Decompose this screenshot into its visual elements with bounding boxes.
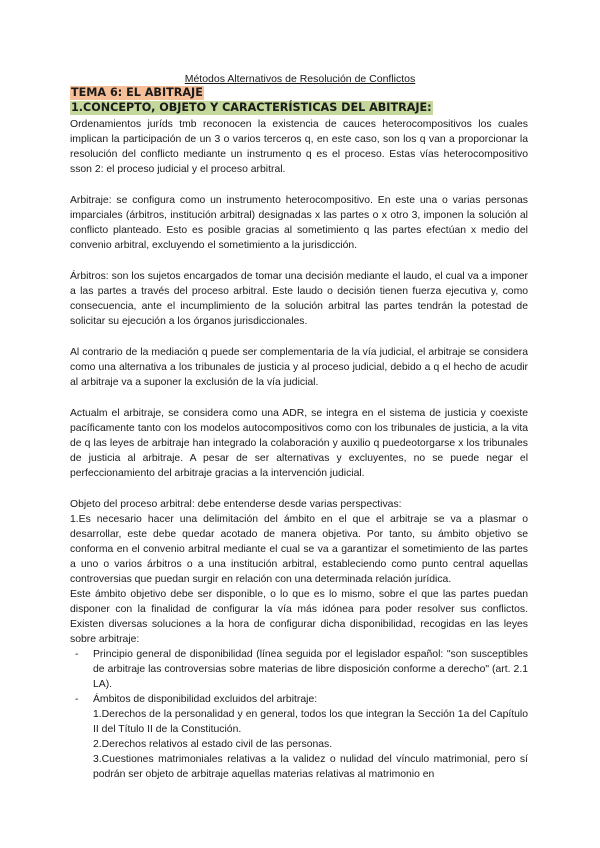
paragraph-objeto: Objeto del proceso arbitral: debe entenderse desde varias perspectivas: [70, 499, 402, 510]
topic-heading: TEMA 6: EL ABITRAJE [71, 86, 203, 99]
paragraph-arbitraje: Arbitraje: se configura como un instrumento heterocompositivo. En este una o varias personas imparciales (árbitros, institución arbitral) designadas x las partes o x otro 3, imponen la solución al conflicto planteado. Esto es posible gracias al sometimiento q las partes efectúan x medio del convenio arbitral, excluyendo el sometimiento a la jurisdicción. [70, 195, 528, 251]
paragraph-mediacion: Al contrario de la mediación q puede ser complementaria de la vía judicial, el arbitraje se considera como una alternativa a los tribunales de justicia y al proceso judicial, debido a q el hecho de acudir al arbitraje va a suponer la exclusión de la vía judicial. [70, 347, 528, 388]
list-item [70, 692, 528, 782]
paragraph-disponible: Este ámbito objetivo debe ser disponible, o lo que es lo mismo, sobre el que las partes puedan disponer con la finalidad de configurar la vía más idónea para poder resolver sus conflictos. Existen diversas soluciones a la hora de configurar dicha disponibilidad, recogidas en las leyes sobre arbitraje: [70, 589, 528, 645]
paragraph-arbitros: Árbitros: son los sujetos encargados de tomar una decisión mediante el laudo, el cual va a imponer a las partes a través del proceso arbitral. Este laudo o decisión tienen fuerza ejecutiva y, como consecuencia, ante el incumplimiento de la solución arbitral las partes tendrán la potestad de solicitar su ejecución a los órganos jurisdiccionales. [70, 271, 528, 327]
paragraph-intro: Ordenamientos juríds tmb reconocen la existencia de cauces heterocompositivos los cuales implican la participación de un 3 o varios terceros q, en este caso, son los q van a proporcionar la resolución del conflicto mediante un instrumento q es el proceso. Estas vías heterocompositivo sson 2: el proceso judicial y el proceso arbitral. [70, 119, 528, 175]
sub-list-item: 3.Cuestiones matrimoniales relativas a la validez o nulidad del vínculo matrimonial, pero sí podrán ser objeto de arbitraje aquellas materias relativas al matrimonio en [93, 754, 528, 780]
sub-list-item: 2.Derechos relativos al estado civil de las personas. [93, 739, 333, 750]
document-body [70, 117, 528, 782]
list-item-text: Principio general de disponibilidad (línea seguida por el legislador español: "son susceptibles de arbitraje las controversias sobre materias de libre disposición conforme a derecho" (art. 2.1 LA). [93, 649, 528, 690]
document-title: Métodos Alternativos de Resolución de Conflictos [184, 73, 416, 85]
paragraph-adr: Actualm el arbitraje, se considera como una ADR, se integra en el sistema de justicia y coexiste pacíficamente tanto con los modelos autocompositivos como con los tribunales de justicia, a la vita de q las leyes de arbitraje han integrado la colaboración y auxilio q puedeotorgarse x los tribunales de justicia al arbitraje. A pesar de ser alternativas y excluyentes, no se puede negar el perfeccionamiento del arbitraje gracias a la intervención judicial. [70, 408, 528, 479]
list-item [70, 647, 528, 692]
list-bullet: - [75, 649, 79, 660]
section-heading: 1.CONCEPTO, OBJETO Y CARACTERÍSTICAS DEL ABITRAJE: [71, 101, 432, 114]
list-item-text: Ámbitos de disponibilidad excluidos del arbitraje: [93, 694, 318, 705]
sub-list-item: 1.Derechos de la personalidad y en general, todos los que integran la Sección 1a del Capítulo II del Título II de la Constitución. [93, 709, 528, 735]
paragraph-delimitacion: 1.Es necesario hacer una delimitación del ámbito en el que el arbitraje se va a plasmar o desarrollar, este debe quedar acotado de manera objetiva. Por tanto, su ámbito objetivo se conforma en el convenio arbitral mediante el cual se va a garantizar el sometimiento de las partes a uno o varios árbitros o a una institución arbitral, estableciendo como punto central aquellas controversias que puedan surgir en relación con una determinada relación jurídica. [70, 514, 528, 585]
list-bullet: - [75, 694, 79, 705]
